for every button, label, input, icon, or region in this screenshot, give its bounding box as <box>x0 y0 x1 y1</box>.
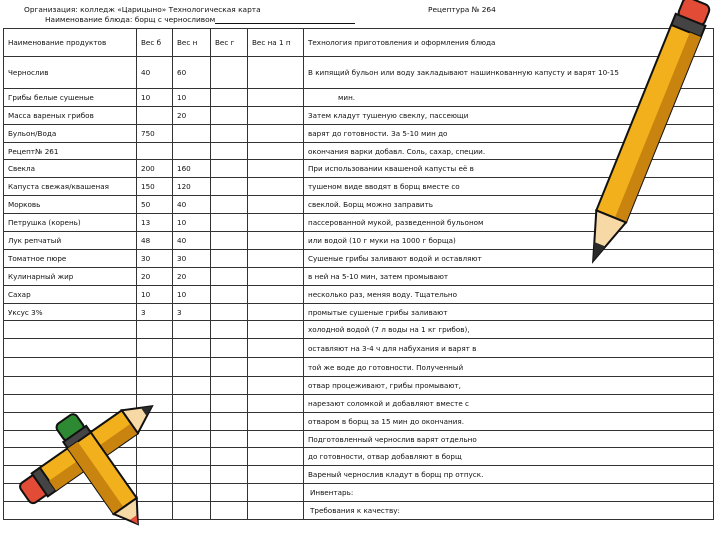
technology-line: Инвентарь: <box>304 484 714 502</box>
table-row <box>4 321 714 339</box>
weight-n <box>173 413 211 431</box>
weight-g <box>211 304 248 321</box>
weight-b <box>137 107 173 125</box>
pencil-icon-top-right <box>560 0 720 290</box>
weight-n <box>173 377 211 395</box>
weight-n: 20 <box>173 268 211 286</box>
weight-per-portion <box>248 125 304 143</box>
table-row <box>4 304 714 321</box>
weight-per-portion <box>248 448 304 466</box>
weight-g <box>211 125 248 143</box>
weight-per-portion <box>248 107 304 125</box>
technology-line: отвар процеживают, грибы промывают, <box>304 377 714 395</box>
weight-n <box>173 484 211 502</box>
technology-line: Сушеные грибы заливают водой и оставляют <box>304 250 714 268</box>
weight-b: 10 <box>137 286 173 304</box>
product-name: Капуста свежая/квашеная <box>4 178 137 196</box>
weight-g <box>211 321 248 339</box>
column-header-product: Наименование продуктов <box>4 29 137 57</box>
weight-n <box>173 395 211 413</box>
weight-per-portion <box>248 143 304 160</box>
weight-b: 20 <box>137 268 173 286</box>
weight-b <box>137 358 173 377</box>
technology-line: оставляют на 3-4 ч для набухания и варят в <box>304 339 714 358</box>
column-header-technology: Технология приготовления и оформления блюда <box>304 29 714 57</box>
table-row <box>4 358 714 377</box>
weight-g <box>211 196 248 214</box>
technology-line: несколько раз, меняя воду. Тщательно <box>304 286 714 304</box>
weight-g <box>211 232 248 250</box>
weight-n <box>173 125 211 143</box>
weight-g <box>211 395 248 413</box>
weight-n: 30 <box>173 250 211 268</box>
weight-per-portion <box>248 286 304 304</box>
weight-n: 40 <box>173 196 211 214</box>
weight-per-portion <box>248 214 304 232</box>
weight-per-portion <box>248 484 304 502</box>
product-name: Грибы белые сушеные <box>4 89 137 107</box>
product-name: Сахар <box>4 286 137 304</box>
product-name <box>4 321 137 339</box>
weight-n: 10 <box>173 286 211 304</box>
technology-line: При использовании квашеной капусты её в <box>304 160 714 178</box>
product-name <box>4 358 137 377</box>
weight-b <box>137 143 173 160</box>
weight-per-portion <box>248 57 304 89</box>
technology-line: пассерованной мукой, разведенной бульоном <box>304 214 714 232</box>
weight-g <box>211 107 248 125</box>
weight-n <box>173 321 211 339</box>
weight-n: 20 <box>173 107 211 125</box>
weight-n: 60 <box>173 57 211 89</box>
weight-per-portion <box>248 339 304 358</box>
weight-b: 200 <box>137 160 173 178</box>
technology-line: или водой (10 г муки на 1000 г борща) <box>304 232 714 250</box>
technology-line: Требования к качеству: <box>304 502 714 520</box>
weight-g <box>211 214 248 232</box>
product-name: Кулинарный жир <box>4 268 137 286</box>
weight-b: 150 <box>137 178 173 196</box>
weight-b: 750 <box>137 125 173 143</box>
weight-b: 30 <box>137 250 173 268</box>
weight-per-portion <box>248 413 304 431</box>
header-organization: Организация: колледж «Царицыно» Технологическая карта <box>24 5 261 14</box>
weight-n <box>173 143 211 160</box>
weight-n: 40 <box>173 232 211 250</box>
weight-n: 10 <box>173 89 211 107</box>
weight-per-portion <box>248 178 304 196</box>
weight-per-portion <box>248 268 304 286</box>
product-name: Чернослив <box>4 57 137 89</box>
weight-per-portion <box>248 89 304 107</box>
weight-per-portion <box>248 160 304 178</box>
weight-per-portion <box>248 304 304 321</box>
weight-n: 10 <box>173 214 211 232</box>
technology-line: Вареный чернослив кладут в борщ пр отпуск. <box>304 466 714 484</box>
product-name: Бульон/Вода <box>4 125 137 143</box>
weight-g <box>211 286 248 304</box>
weight-per-portion <box>248 377 304 395</box>
weight-g <box>211 339 248 358</box>
weight-per-portion <box>248 395 304 413</box>
product-name: Свекла <box>4 160 137 178</box>
weight-g <box>211 466 248 484</box>
weight-n <box>173 466 211 484</box>
product-name: Томатное пюре <box>4 250 137 268</box>
product-name: Лук репчатый <box>4 232 137 250</box>
weight-b: 13 <box>137 214 173 232</box>
product-name: Рецепт№ 261 <box>4 143 137 160</box>
technology-line: В кипящий бульон или воду закладывают нашинкованную капусту и варят 10-15 <box>304 57 714 89</box>
table-row <box>4 339 714 358</box>
technology-line: Затем кладут тушеную свеклу, пассеющи <box>304 107 714 125</box>
header-dish-name: Наименование блюда: борщ с черносливом <box>45 15 355 24</box>
weight-b: 3 <box>137 304 173 321</box>
technology-line: тушеном виде вводят в борщ вместе со <box>304 178 714 196</box>
technology-line: свеклой. Борщ можно заправить <box>304 196 714 214</box>
weight-g <box>211 268 248 286</box>
weight-n <box>173 431 211 448</box>
weight-n <box>173 339 211 358</box>
product-name: Морковь <box>4 196 137 214</box>
weight-g <box>211 484 248 502</box>
product-name: Уксус 3% <box>4 304 137 321</box>
weight-g <box>211 143 248 160</box>
weight-per-portion <box>248 466 304 484</box>
weight-per-portion <box>248 431 304 448</box>
product-name: Масса вареных грибов <box>4 107 137 125</box>
weight-per-portion <box>248 502 304 520</box>
weight-g <box>211 377 248 395</box>
weight-per-portion <box>248 196 304 214</box>
weight-n <box>173 358 211 377</box>
weight-g <box>211 89 248 107</box>
technology-line: холодной водой (7 л воды на 1 кг грибов), <box>304 321 714 339</box>
technology-line: мин. <box>304 89 714 107</box>
technology-line: в ней на 5-10 мин, затем промывают <box>304 268 714 286</box>
weight-g <box>211 502 248 520</box>
weight-n: 160 <box>173 160 211 178</box>
weight-b: 48 <box>137 232 173 250</box>
weight-b: 50 <box>137 196 173 214</box>
weight-g <box>211 160 248 178</box>
column-header-weight-g: Вес г <box>211 29 248 57</box>
weight-n <box>173 448 211 466</box>
weight-n: 120 <box>173 178 211 196</box>
technology-line: Подготовленный чернослив варят отдельно <box>304 431 714 448</box>
column-header-weight-per-portion: Вес на 1 п <box>248 29 304 57</box>
technology-line: промытые сушеные грибы заливают <box>304 304 714 321</box>
technology-line: отваром в борщ за 15 мин до окончания. <box>304 413 714 431</box>
weight-per-portion <box>248 250 304 268</box>
weight-n <box>173 502 211 520</box>
header-recipe-number: Рецептура № 264 <box>428 5 496 14</box>
weight-b: 40 <box>137 57 173 89</box>
pencil-icon-bottom-left-2 <box>30 400 170 540</box>
weight-g <box>211 448 248 466</box>
technology-line: нарезают соломкой и добавляют вместе с <box>304 395 714 413</box>
weight-g <box>211 250 248 268</box>
product-name <box>4 339 137 358</box>
weight-g <box>211 413 248 431</box>
weight-b <box>137 321 173 339</box>
weight-per-portion <box>248 358 304 377</box>
technology-line: окончания варки добавл. Соль, сахар, специи. <box>304 143 714 160</box>
technology-line: до готовности, отвар добавляют в борщ <box>304 448 714 466</box>
weight-n: 3 <box>173 304 211 321</box>
weight-per-portion <box>248 321 304 339</box>
product-name: Петрушка (корень) <box>4 214 137 232</box>
weight-per-portion <box>248 232 304 250</box>
weight-b: 10 <box>137 89 173 107</box>
column-header-weight-b: Вес б <box>137 29 173 57</box>
weight-g <box>211 178 248 196</box>
weight-g <box>211 358 248 377</box>
weight-g <box>211 57 248 89</box>
weight-b <box>137 339 173 358</box>
weight-g <box>211 431 248 448</box>
technology-line: варят до готовности. За 5-10 мин до <box>304 125 714 143</box>
column-header-weight-n: Вес н <box>173 29 211 57</box>
technology-line: той же воде до готовности. Полученный <box>304 358 714 377</box>
